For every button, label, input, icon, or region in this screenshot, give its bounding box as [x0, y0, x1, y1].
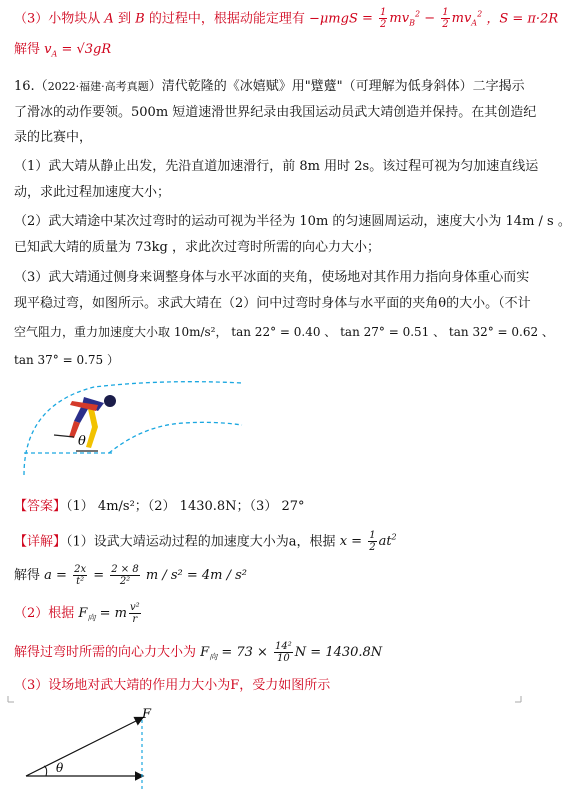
text: （2）根据	[14, 606, 75, 621]
equation-frac: = $\frac{1}{2}$ $mv_B^2$ − $\frac{1}{2}$ $mv_A^2$	[362, 7, 483, 31]
angle-label: θ	[56, 761, 64, 775]
answer-text: （1） 4m/s²；（2） 1430.8N；（3） 27°	[66, 499, 305, 514]
question-3a: （3）武大靖通过侧身来调整身体与水平冰面的夹角，使场地对其作用力指向身体重心而实	[14, 270, 530, 285]
answer-line	[14, 497, 521, 517]
inner-track-curve	[109, 422, 242, 453]
problem-intro-3: 录的比赛中，	[14, 130, 93, 145]
text: （1）设武大靖运动过程的加速度大小为a，根据	[66, 534, 336, 550]
theta-label: θ	[78, 434, 86, 449]
subscript: A	[51, 49, 58, 59]
equation: −μmgS	[308, 11, 358, 27]
solve-line	[14, 40, 521, 65]
top-line-energy	[14, 5, 559, 34]
question-3b: 现平稳过弯，如图所示。求武大靖在（2）问中过弯时身体与水平面的夹角θ的大小。（不计	[14, 296, 531, 311]
force-label: F	[142, 707, 152, 722]
text: 解得	[14, 568, 41, 583]
force-diagram	[14, 706, 214, 790]
detail-5: （3）设场地对武大靖的作用力大小为F，受力如图所示	[14, 678, 331, 693]
detail-2: 解得 a = $\frac{2x}{\text{t²}}$ = $\frac{2 \times 8}{\text{2²}}$ m / s² = 4m / s²	[14, 564, 248, 587]
text: ）清代乾隆的《冰嬉赋》用"躄躠"（可理解为低身斜体）二字揭示	[148, 79, 525, 94]
page-break-marks	[0, 696, 529, 704]
text: B	[135, 11, 145, 27]
question-3d: tan 37° = 0.75 ）	[14, 353, 120, 367]
equation: ，S = π·2R	[486, 11, 559, 27]
text: 16.（	[14, 79, 48, 94]
source-tag: 2022·福建·高考真题	[47, 80, 149, 93]
text: 解得过弯时所需的向心力大小为	[14, 645, 197, 660]
resultant-force-arrow	[26, 718, 142, 776]
text: A	[104, 11, 114, 27]
problem-intro-1	[14, 77, 525, 97]
answer-tag: 【答案】	[14, 499, 67, 514]
question-1b: 动，求此过程加速度大小；	[14, 185, 171, 200]
detail-3: （2）根据 $F_向 = m$ $\frac{\text{v²}}{r}$	[14, 602, 140, 625]
equation: v	[44, 42, 52, 57]
angle-arc	[44, 766, 47, 776]
skater-figure	[14, 375, 254, 485]
question-3c: 空气阻力，重力加速度大小取 10m/s²， tan 22° = 0.40 、 tan 27° = 0.51 、 tan 32° = 0.62 、	[14, 325, 554, 339]
text: 到	[117, 11, 131, 27]
text: （3）小物块从	[14, 11, 101, 27]
question-1a: （1）武大靖从静止出发，先沿直道加速滑行，前 8m 用时 2s。该过程可视为匀加速直线运	[14, 159, 539, 174]
question-2b: 已知武大靖的质量为 73kg ，求此次过弯时所需的向心力大小；	[14, 240, 381, 255]
equation: = √3gR	[61, 42, 112, 57]
detail-tag: 【详解】	[14, 534, 67, 550]
outer-track-curve	[24, 382, 242, 475]
text: 的过程中，根据动能定理有	[148, 11, 305, 27]
problem-intro-2: 了滑冰的动作要领。500m 短道速滑世界纪录由我国运动员武大靖创造并保持。在其创造纪	[14, 105, 537, 120]
text: 解得	[14, 42, 41, 57]
detail-4: 解得过弯时所需的向心力大小为 $F_向 = 73$ × $\frac{\text{14²}}{10}$ N = 1430.8N	[14, 641, 383, 664]
detail-1: 【详解】（1）设武大靖运动过程的加速度大小为a，根据 x = $\frac{1}{2}$ $at^2$	[14, 530, 397, 554]
question-2a: （2）武大靖途中某次过弯时的运动可视为半径为 10m 的匀速圆周运动，速度大小为 14m / s 。	[14, 214, 571, 229]
